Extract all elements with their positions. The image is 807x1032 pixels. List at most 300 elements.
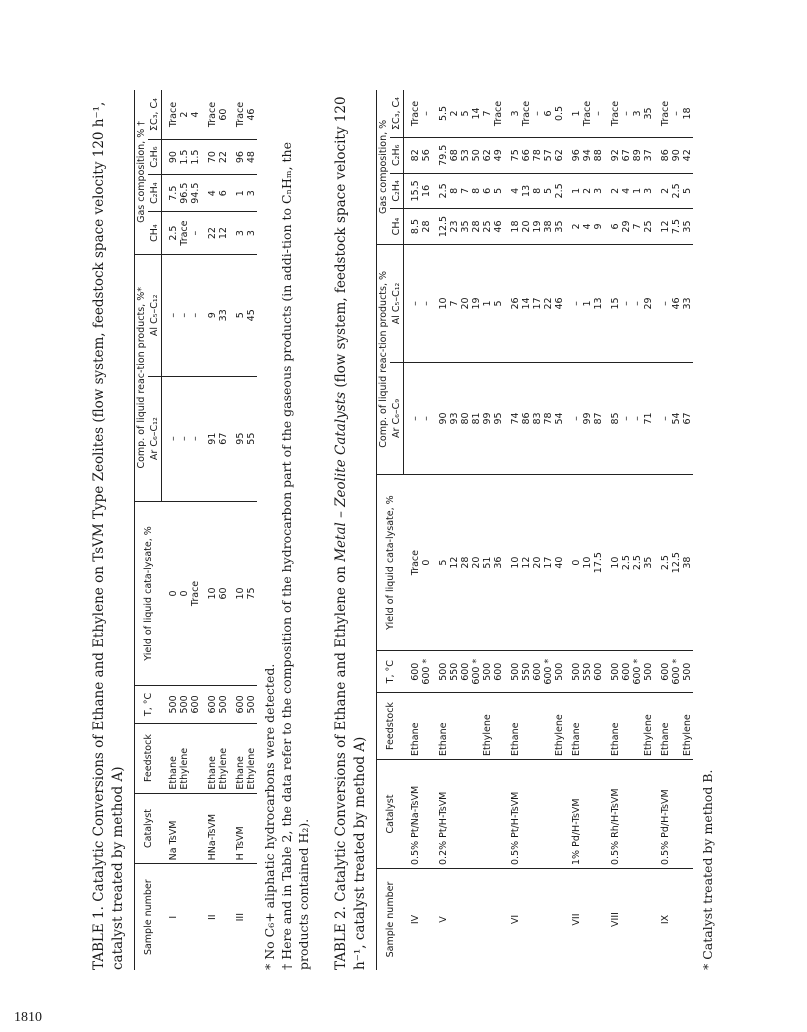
t2-h-catalyst: Catalyst — [377, 759, 404, 868]
cell-t: 550 — [582, 651, 593, 693]
cell-ar: – — [654, 363, 671, 475]
cell-c2h6: 96 — [229, 140, 246, 175]
t1-h-al: Al C₅–C₁₂ — [148, 254, 162, 376]
cell-c2h4: 2 — [582, 173, 593, 209]
table-row — [201, 90, 218, 970]
cell-sample — [543, 869, 554, 971]
cell-feedstock — [543, 693, 554, 760]
cell-c2h4: 3 — [643, 173, 654, 209]
cell-ar: 99 — [582, 363, 593, 475]
cell-ar: 93 — [449, 363, 460, 475]
cell-c3c4: 6 — [543, 90, 554, 137]
cell-c2h6: 42 — [682, 137, 693, 173]
cell-al: 7 — [449, 244, 460, 362]
cell-catalyst — [543, 759, 554, 868]
cell-ar: 95 — [229, 376, 246, 501]
cell-c2h6: 82 — [404, 137, 422, 173]
table2-caption — [332, 90, 370, 970]
cell-ar: – — [162, 376, 180, 501]
cell-yield: 12 — [449, 474, 460, 651]
cell-yield: 51 — [482, 474, 493, 651]
cell-c2h6: 88 — [593, 137, 604, 173]
cell-ch4: 4 — [582, 209, 593, 245]
rotated-content — [90, 70, 807, 970]
cell-t: 600 — [621, 651, 632, 693]
t2-h-c2h4: C₂H₄ — [390, 173, 404, 209]
t2-h-feedstock: Feedstock — [377, 693, 404, 760]
cell-ar: 99 — [482, 363, 493, 475]
table2-caption-em: Metal – Zeolite Catalysts — [333, 391, 349, 562]
cell-ar: 85 — [604, 363, 621, 475]
cell-sample — [643, 869, 654, 971]
cell-catalyst: H TsVM — [229, 793, 246, 864]
cell-al: 46 — [671, 244, 682, 362]
cell-yield: 40 — [554, 474, 565, 651]
cell-ar: – — [421, 363, 432, 475]
cell-c2h4: 96.5 — [179, 175, 190, 212]
cell-catalyst — [179, 793, 190, 864]
cell-feedstock — [460, 693, 471, 760]
cell-catalyst — [521, 759, 532, 868]
cell-c3c4: 35 — [643, 90, 654, 137]
cell-catalyst: 1% Pd/H-TsVM — [565, 759, 582, 868]
cell-t: 500 — [179, 686, 190, 723]
cell-c3c4: – — [621, 90, 632, 137]
cell-c2h4: 8 — [449, 173, 460, 209]
cell-c2h4: 7 — [460, 173, 471, 209]
t2-h-yield: Yield of liquid cata-lysate, % — [377, 474, 404, 651]
table-row — [162, 90, 180, 970]
cell-c2h6: 1.5 — [179, 140, 190, 175]
cell-c2h4: 7.5 — [162, 175, 180, 212]
cell-c3c4: 5 — [460, 90, 471, 137]
cell-yield: 12 — [521, 474, 532, 651]
cell-c2h4: 8 — [532, 173, 543, 209]
t2-h-temp: T, °C — [377, 651, 404, 693]
cell-t: 500 — [246, 686, 257, 723]
cell-t: 500 — [643, 651, 654, 693]
cell-yield: 2.5 — [632, 474, 643, 651]
cell-ar: 91 — [201, 376, 218, 501]
cell-c3c4: 18 — [682, 90, 693, 137]
cell-al: 15 — [604, 244, 621, 362]
cell-c2h4: 1 — [229, 175, 246, 212]
cell-c3c4: 7 — [482, 90, 493, 137]
cell-c3c4: Trace — [582, 90, 593, 137]
table-row — [482, 90, 493, 970]
cell-ar: 55 — [246, 376, 257, 501]
cell-c3c4: 2 — [449, 90, 460, 137]
cell-yield: 0 — [162, 501, 180, 686]
cell-sample: VI — [510, 914, 521, 925]
cell-ch4: 23 — [449, 209, 460, 245]
cell-ch4: 12.5 — [432, 209, 449, 245]
cell-c2h4: 2.5 — [671, 173, 682, 209]
cell-feedstock — [471, 693, 482, 760]
t2-h-ar: Ar C₆–C₉ — [390, 363, 404, 475]
cell-sample — [632, 869, 643, 971]
cell-sample — [493, 869, 504, 971]
t1-h-feedstock: Feedstock — [135, 723, 162, 793]
cell-c2h6: 78 — [532, 137, 543, 173]
cell-c2h4: 2.5 — [554, 173, 565, 209]
cell-c3c4: Trace — [229, 90, 246, 140]
cell-yield: 75 — [246, 501, 257, 686]
table-row — [532, 90, 543, 970]
cell-t: 500 — [218, 686, 229, 723]
cell-al: – — [654, 244, 671, 362]
cell-catalyst — [554, 759, 565, 868]
cell-yield: 20 — [532, 474, 543, 651]
cell-c2h6: 56 — [421, 137, 432, 173]
table-row — [632, 90, 643, 970]
cell-ar: – — [632, 363, 643, 475]
cell-ch4: 35 — [554, 209, 565, 245]
cell-t: 500 — [504, 651, 521, 693]
table-row — [432, 90, 449, 970]
cell-feedstock — [421, 693, 432, 760]
table-row — [504, 90, 521, 970]
cell-ch4: 25 — [482, 209, 493, 245]
table-row — [471, 90, 482, 970]
cell-t: 500 — [554, 651, 565, 693]
cell-c3c4: Trace — [404, 90, 422, 137]
cell-t: 600 — [532, 651, 543, 693]
cell-sample: III — [235, 912, 246, 922]
cell-catalyst — [493, 759, 504, 868]
cell-ch4: 18 — [504, 209, 521, 245]
cell-c2h4: 2.5 — [432, 173, 449, 209]
cell-ar: 54 — [554, 363, 565, 475]
cell-c3c4: 2 — [179, 90, 190, 140]
cell-t: 500 — [604, 651, 621, 693]
table2-caption-post: (flow system, feedstock space velocity 120 h⁻¹, catalyst treated by method A) — [333, 96, 368, 970]
cell-yield: 38 — [682, 474, 693, 651]
cell-yield: 10 — [582, 474, 593, 651]
cell-ar: 54 — [671, 363, 682, 475]
page-number: 1810 — [14, 1010, 42, 1025]
cell-al: 33 — [682, 244, 693, 362]
cell-al: – — [190, 254, 201, 376]
cell-catalyst — [449, 759, 460, 868]
cell-catalyst — [421, 759, 432, 868]
cell-ar: – — [190, 376, 201, 501]
cell-c2h6: 62 — [482, 137, 493, 173]
cell-al: 9 — [201, 254, 218, 376]
cell-al: 1 — [482, 244, 493, 362]
t2-h-gas: Gas composition, % — [377, 90, 391, 244]
cell-c2h6: 22 — [218, 140, 229, 175]
cell-yield: 0 — [565, 474, 582, 651]
cell-c3c4: Trace — [201, 90, 218, 140]
table-row — [604, 90, 621, 970]
cell-ar: – — [179, 376, 190, 501]
cell-sample — [449, 869, 460, 971]
cell-t: 600 * — [632, 651, 643, 693]
cell-c2h6: 70 — [201, 140, 218, 175]
cell-c2h6: 90 — [162, 140, 180, 175]
cell-ch4: 12 — [218, 212, 229, 255]
cell-ch4: 3 — [246, 212, 257, 255]
table-row — [621, 90, 632, 970]
cell-feedstock: Ethane — [504, 693, 521, 760]
cell-al: – — [632, 244, 643, 362]
cell-yield: 12.5 — [671, 474, 682, 651]
cell-yield: 2.5 — [621, 474, 632, 651]
cell-catalyst — [482, 759, 493, 868]
cell-ar: 71 — [643, 363, 654, 475]
cell-al: 5 — [493, 244, 504, 362]
cell-yield: 20 — [471, 474, 482, 651]
cell-c2h4: 3 — [593, 173, 604, 209]
cell-sample: I — [167, 915, 179, 919]
cell-yield: Trace — [190, 501, 201, 686]
cell-ch4: 7.5 — [671, 209, 682, 245]
cell-catalyst: 0.5% Rh/H-TsVM — [604, 759, 621, 868]
cell-al: 22 — [543, 244, 554, 362]
t1-h-catalyst: Catalyst — [135, 793, 162, 864]
table-row — [593, 90, 604, 970]
cell-sample — [246, 864, 257, 970]
cell-feedstock: Ethane — [404, 693, 422, 760]
cell-sample — [682, 869, 693, 971]
cell-ar: 74 — [504, 363, 521, 475]
cell-al: 14 — [521, 244, 532, 362]
cell-yield: 2.5 — [654, 474, 671, 651]
cell-c3c4: – — [421, 90, 432, 137]
cell-yield: 10 — [229, 501, 246, 686]
cell-ch4: 22 — [201, 212, 218, 255]
cell-c3c4: Trace — [654, 90, 671, 137]
cell-ch4: 46 — [493, 209, 504, 245]
cell-sample — [460, 869, 471, 971]
cell-c2h6: 48 — [246, 140, 257, 175]
t2-h-comp: Comp. of liquid reac-tion products, % — [377, 244, 391, 474]
t1-h-ch4: CH₄ — [148, 212, 162, 255]
t1-h-c2h6: C₂H₆ — [148, 140, 162, 175]
t1-h-ar: Ar C₆–C₁₂ — [148, 376, 162, 501]
cell-yield: 0 — [421, 474, 432, 651]
cell-yield: 28 — [460, 474, 471, 651]
cell-sample — [179, 864, 190, 970]
cell-t: 500 — [432, 651, 449, 693]
cell-t: 600 * — [471, 651, 482, 693]
cell-c3c4: 5.5 — [432, 90, 449, 137]
cell-feedstock: Ethane — [565, 693, 582, 760]
cell-c2h6: 92 — [604, 137, 621, 173]
cell-ch4: – — [190, 212, 201, 255]
cell-c2h4: 5 — [493, 173, 504, 209]
table1-caption: TABLE 1. Catalytic Conversions of Ethane and Ethylene on TsVM Type Zeolites (flow system, feedstock space velocity 120 h⁻¹, catalyst treated by method A) — [91, 101, 126, 970]
table-row — [229, 90, 246, 970]
cell-t: 500 — [162, 686, 180, 723]
cell-yield: 10 — [604, 474, 621, 651]
cell-al: 19 — [471, 244, 482, 362]
cell-feedstock: Ethylene — [643, 693, 654, 760]
cell-c3c4: 14 — [471, 90, 482, 137]
cell-al: 45 — [246, 254, 257, 376]
cell-al: 29 — [643, 244, 654, 362]
cell-c3c4: Trace — [521, 90, 532, 137]
table-row — [190, 90, 201, 970]
table-row — [521, 90, 532, 970]
cell-c3c4: – — [532, 90, 543, 137]
cell-yield: 17 — [543, 474, 554, 651]
t1-h-comp: Comp. of liquid reac-tion products, %* — [135, 254, 149, 501]
table1-footnote-2: † Here and in Table 2, the data refer to the composition of the hydrocarbon part of the gaseous products (in addi-tion to CₙHₘ, the products contained H₂). — [279, 142, 311, 970]
cell-al: – — [565, 244, 582, 362]
cell-c3c4: 1 — [565, 90, 582, 137]
cell-catalyst — [532, 759, 543, 868]
cell-yield: Trace — [404, 474, 422, 651]
cell-catalyst — [593, 759, 604, 868]
cell-catalyst: HNa-TsVM — [201, 793, 218, 864]
cell-feedstock: Ethane — [432, 693, 449, 760]
table-row — [643, 90, 654, 970]
cell-feedstock — [449, 693, 460, 760]
cell-al: 17 — [532, 244, 543, 362]
cell-c2h4: 1 — [632, 173, 643, 209]
table-row — [179, 90, 190, 970]
cell-c2h4: 8 — [471, 173, 482, 209]
cell-al: 20 — [460, 244, 471, 362]
cell-c3c4: Trace — [604, 90, 621, 137]
cell-al: – — [162, 254, 180, 376]
cell-catalyst: Na TsVM — [162, 793, 180, 864]
cell-catalyst — [621, 759, 632, 868]
cell-c3c4: – — [593, 90, 604, 137]
table1 — [134, 90, 257, 970]
cell-al: 5 — [229, 254, 246, 376]
cell-feedstock: Ethylene — [554, 693, 565, 760]
cell-c3c4: – — [671, 90, 682, 137]
cell-c2h6: 94 — [582, 137, 593, 173]
cell-ch4: 35 — [460, 209, 471, 245]
cell-al: 13 — [593, 244, 604, 362]
cell-c3c4: 4 — [190, 90, 201, 140]
cell-c2h6: 89 — [632, 137, 643, 173]
t2-h-al: Al C₅–C₁₂ — [390, 244, 404, 362]
cell-catalyst: 0.5% Pt/H-TsVM — [504, 759, 521, 868]
cell-catalyst — [671, 759, 682, 868]
cell-al: 33 — [218, 254, 229, 376]
cell-t: 600 * — [421, 651, 432, 693]
cell-ch4: 20 — [521, 209, 532, 245]
cell-c2h4: 13 — [521, 173, 532, 209]
cell-c2h6: 79.5 — [432, 137, 449, 173]
cell-t: 550 — [449, 651, 460, 693]
cell-c2h4: 2 — [654, 173, 671, 209]
table1-body — [162, 90, 258, 970]
t1-h-sample: Sample number — [135, 864, 162, 970]
cell-sample: IV — [409, 914, 421, 925]
cell-feedstock: Ethane — [201, 723, 218, 793]
cell-t: 600 — [654, 651, 671, 693]
cell-catalyst — [582, 759, 593, 868]
cell-c2h6: 53 — [460, 137, 471, 173]
cell-sample: VII — [571, 913, 582, 926]
cell-sample — [582, 869, 593, 971]
cell-t: 600 — [593, 651, 604, 693]
cell-ar: – — [565, 363, 582, 475]
cell-feedstock: Ethylene — [482, 693, 493, 760]
table2-footnote: * Catalyst treated by method B. — [700, 769, 715, 970]
cell-c2h6: 49 — [493, 137, 504, 173]
cell-c2h4: 1 — [565, 173, 582, 209]
table-row — [543, 90, 554, 970]
table-row — [682, 90, 693, 970]
cell-al: – — [621, 244, 632, 362]
cell-al: 46 — [554, 244, 565, 362]
cell-t: 600 * — [543, 651, 554, 693]
table-row — [565, 90, 582, 970]
cell-c2h6: 66 — [521, 137, 532, 173]
cell-catalyst: 0.5% Pd/H-TsVM — [654, 759, 671, 868]
cell-feedstock: Ethane — [604, 693, 621, 760]
cell-feedstock: Ethylene — [246, 723, 257, 793]
cell-c2h6: 96 — [565, 137, 582, 173]
cell-sample — [593, 869, 604, 971]
cell-ch4: 9 — [593, 209, 604, 245]
cell-yield: 5 — [432, 474, 449, 651]
cell-feedstock: Ethane — [229, 723, 246, 793]
cell-al: 1 — [582, 244, 593, 362]
cell-sample — [190, 864, 201, 970]
table2-caption-pre: TABLE 2. Catalytic Conversions of Ethane and Ethylene on — [333, 561, 349, 970]
cell-c2h4: 4 — [504, 173, 521, 209]
cell-catalyst: 0.5% Pt/Na-TsVM — [404, 759, 422, 868]
cell-feedstock: Ethylene — [179, 723, 190, 793]
table-row — [582, 90, 593, 970]
t1-h-c2h4: C₂H₄ — [148, 175, 162, 212]
cell-catalyst — [218, 793, 229, 864]
cell-al: 10 — [432, 244, 449, 362]
cell-t: 600 — [201, 686, 218, 723]
cell-sample: II — [207, 914, 218, 920]
cell-c2h4: 2 — [604, 173, 621, 209]
cell-t: 600 * — [671, 651, 682, 693]
table-row — [554, 90, 565, 970]
cell-yield: 36 — [493, 474, 504, 651]
cell-ar: 86 — [521, 363, 532, 475]
cell-c2h6: 37 — [643, 137, 654, 173]
t1-h-gas: Gas composition, % † — [135, 90, 149, 254]
cell-al: 26 — [504, 244, 521, 362]
cell-ch4: 25 — [643, 209, 654, 245]
t1-h-yield: Yield of liquid cata-lysate, % — [135, 501, 162, 686]
cell-yield: 0 — [179, 501, 190, 686]
cell-sample — [521, 869, 532, 971]
cell-feedstock — [582, 693, 593, 760]
cell-yield: 60 — [218, 501, 229, 686]
cell-ch4: 6 — [604, 209, 621, 245]
cell-c3c4: 60 — [218, 90, 229, 140]
cell-feedstock — [671, 693, 682, 760]
cell-t: 550 — [521, 651, 532, 693]
table2 — [376, 90, 693, 970]
cell-c2h4: 6 — [218, 175, 229, 212]
cell-c2h6: 57 — [543, 137, 554, 173]
cell-sample — [554, 869, 565, 971]
cell-sample: VIII — [610, 912, 621, 927]
cell-ch4: 38 — [543, 209, 554, 245]
cell-c2h6: 86 — [654, 137, 671, 173]
cell-c2h4: 5 — [682, 173, 693, 209]
cell-ar: 87 — [593, 363, 604, 475]
cell-ch4: 29 — [621, 209, 632, 245]
cell-feedstock: Ethane — [654, 693, 671, 760]
cell-ch4: 12 — [654, 209, 671, 245]
